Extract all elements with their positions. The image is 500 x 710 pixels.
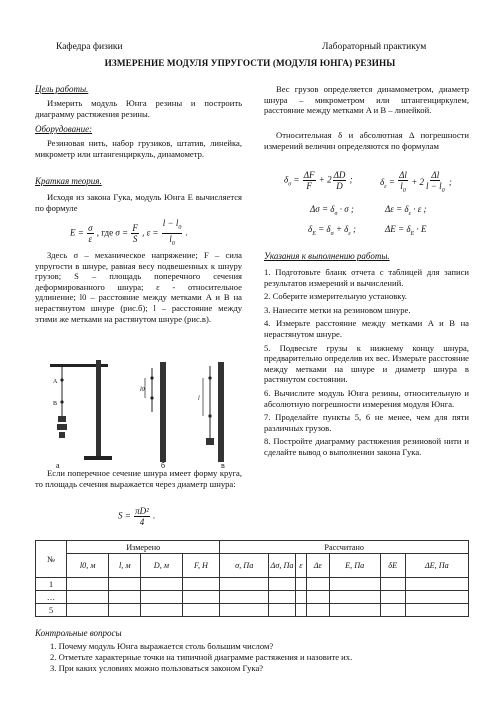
list-item: 3. При каких условиях можно пользоваться законом Гука? — [50, 663, 264, 673]
table-group-calculated: Рассчитано — [220, 541, 469, 554]
goal-heading: Цель работы. — [35, 84, 89, 94]
errors-text: Относительная δ и абсолютная Δ погрешности измерений величин определяются по формулам — [264, 130, 469, 151]
list-item: 7. Проделайте пункты 5, 6 не менее, чем для пяти различных грузов. — [264, 412, 469, 433]
list-item: 6. Вычислите модуль Юнга резины, относительную и абсолютную погрешности измерения модуля Юнга. — [264, 387, 469, 409]
weights-text: Вес грузов определяется динамометром, диаметр шнура – микрометром или штангенциркулем, расстояние между метками A и B – линейкой. — [264, 84, 469, 116]
figure-label-b: б — [161, 461, 166, 470]
table-col: Δε — [306, 554, 329, 578]
list-item: 4. Измерьте расстояние между метками A и B на нерастянутом шнуре. — [264, 318, 469, 339]
formula-abs-e: $\Delta E = \delta_E \cdot E$ — [385, 224, 427, 237]
table-cell-row-no: 1 — [36, 578, 67, 591]
equipment-text: Резиновая нить, набор грузиков, штатив, линейка, микрометр или штангенциркуль, динамометр. — [35, 138, 242, 159]
steps-list — [264, 267, 469, 461]
table-cell-row-no: 5 — [36, 604, 67, 617]
svg-text:A: A — [53, 379, 58, 385]
list-item: 3. Нанесите метки на резиновом шнуре. — [264, 304, 411, 315]
equipment-heading: Оборудование: — [35, 124, 93, 134]
svg-text:l: l — [198, 396, 200, 402]
table-col: Δσ, Па — [269, 554, 296, 578]
table-col: F, Н — [182, 554, 220, 578]
list-item: 5. Подвесьте грузы к нижнему концу шнура, предварительно определив их вес. Измерьте расстояние между метками на шнуре и диаметр шнура в растянутом состоянии. — [264, 342, 469, 385]
table-col: D, м — [141, 554, 182, 578]
list-item: 2. Соберите измерительную установку. — [264, 291, 407, 302]
list-item: 1. Подготовьте бланк отчета с таблицей для записи результатов измерений и вычислений. — [264, 267, 469, 288]
formula-delta-epsilon: $\delta_\varepsilon$ = $\frac{\Delta l}{l_0}$ + 2 $\frac{\Delta l}{l - l_0}$ ; — [380, 170, 452, 194]
svg-text:l0: l0 — [140, 387, 145, 393]
header-course: Лабораторный практикум — [322, 42, 427, 52]
svg-text:B: B — [53, 401, 58, 407]
table-row — [36, 591, 469, 604]
table-col: l0, м — [67, 554, 109, 578]
list-item: 2. Отметьте характерные точки на типичной диаграмме растяжения и назовите их. — [50, 652, 353, 662]
table-col: E, Па — [329, 554, 380, 578]
table-cell-row-no: … — [36, 591, 67, 604]
formula-young-modulus: E = $\frac{\sigma}{\varepsilon}$ , где σ = $\frac{F}{S}$ , ε = $\frac{l - l_0}{l_0}$ . — [70, 218, 188, 247]
page-title: ИЗМЕРЕНИЕ МОДУЛЯ УПРУГОСТИ (МОДУЛЯ ЮНГА) РЕЗИНЫ — [104, 58, 396, 68]
figure-label-c: в — [221, 461, 225, 470]
table-col: l, м — [109, 554, 141, 578]
formula-delta-e: $\delta_E = \delta_\sigma + \delta_\varepsilon$ ; — [308, 224, 356, 237]
formula-abs-sigma: $\Delta\sigma = \delta_\sigma \cdot \sigma$ ; — [310, 204, 354, 217]
goal-text: Измерить модуль Юнга резины и построить диаграмму растяжения резины. — [35, 98, 242, 119]
header-department: Кафедра физики — [56, 42, 123, 52]
table-row — [36, 578, 469, 591]
steps-heading: Указания к выполнению работы. — [264, 251, 390, 261]
theory-text: Здесь σ – механическое напряжение; F – сила упругости в шнуре, равная весу подвешенных к шнуру грузов; S – площадь поперечного сечения деформированного шнура; ε - относительное удлинение; l0 – расстояние между метками A и B на нерастянутом шнуре (рис.б); l – расстояние между этими же метками на растянутом шнуре (рис.в). — [35, 250, 242, 324]
table-header-no: № — [36, 541, 67, 578]
figure-stand-diagram — [40, 356, 240, 474]
list-item: 1. Почему модуль Юнга выражается столь большим числом? — [50, 641, 274, 651]
table-col: ΔE, Па — [405, 554, 468, 578]
table-col: σ, Па — [220, 554, 269, 578]
results-table — [35, 540, 469, 617]
questions-heading: Контрольные вопросы — [35, 628, 122, 638]
list-item: 8. Постройте диаграмму растяжения резиновой нити и сделайте вывод о выполнении закона Гука. — [264, 436, 469, 457]
questions-list — [50, 641, 470, 674]
formula-delta-sigma: $\delta_\sigma$ = $\frac{\Delta F}{F}$ + 2 $\frac{\Delta D}{D}$ ; — [284, 170, 353, 191]
formula-abs-epsilon: $\Delta\varepsilon = \delta_\varepsilon \cdot \varepsilon$ ; — [385, 204, 427, 217]
formula-area: S = $\frac{\text{πD²}}{4}$ . — [118, 506, 156, 527]
table-group-measured: Измерено — [67, 541, 220, 554]
table-row — [36, 604, 469, 617]
cross-section-text: Если поперечное сечение шнура имеет форму круга, то площадь сечения выражается через диаметр шнура: — [35, 468, 242, 489]
theory-heading: Краткая теория. — [35, 176, 102, 186]
table-col: ε — [296, 554, 307, 578]
figure-label-a: а — [56, 461, 60, 470]
table-col: δE — [380, 554, 405, 578]
theory-intro: Исходя из закона Гука, модуль Юнга E вычисляется по формуле — [35, 192, 242, 213]
